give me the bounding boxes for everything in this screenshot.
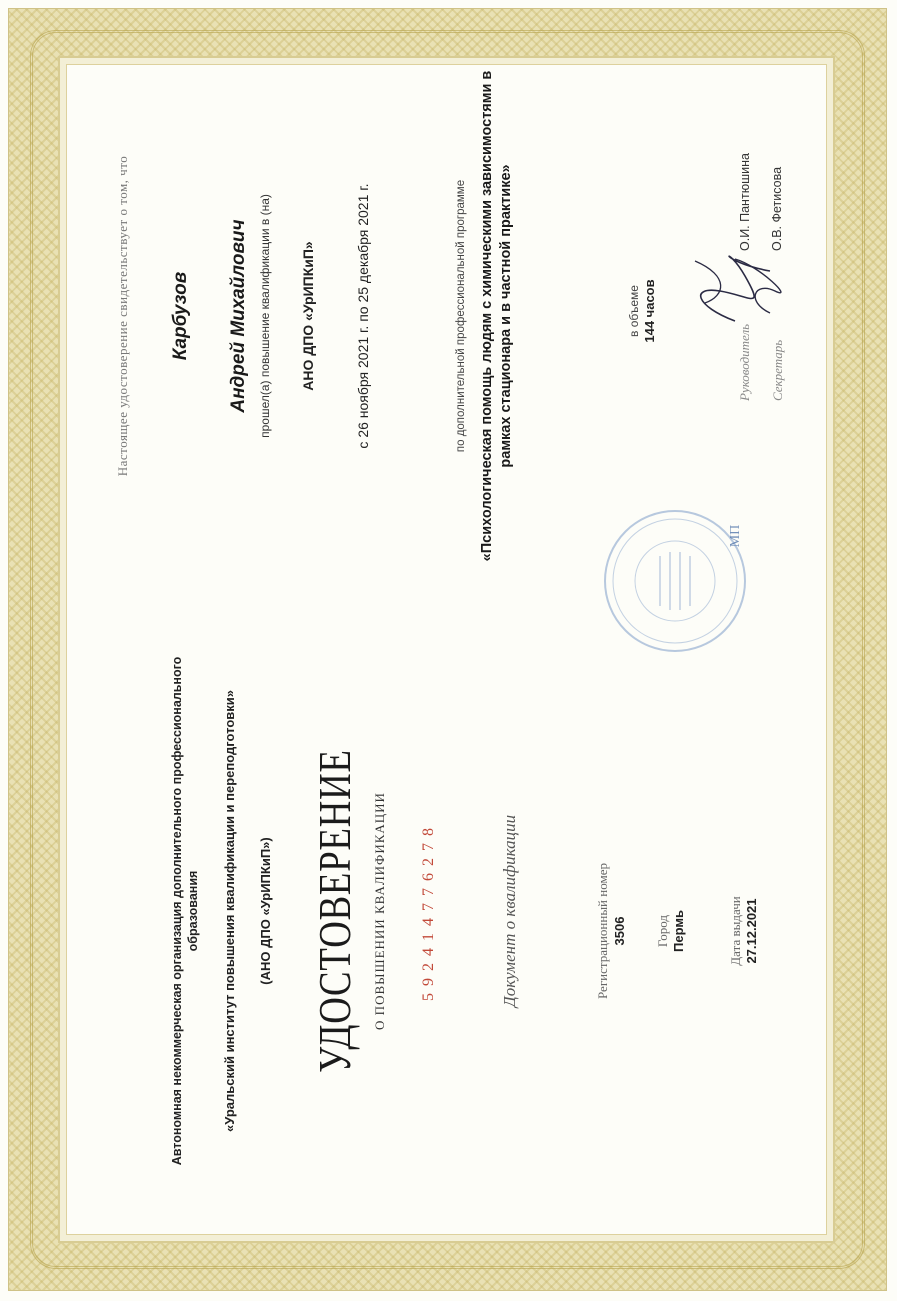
document-subtitle: О ПОВЫШЕНИИ КВАЛИФИКАЦИИ <box>372 792 387 1030</box>
registration-label: Регистрационный номер <box>595 863 610 999</box>
city-value: Пермь <box>671 910 686 952</box>
head-role-label: Руководитель <box>737 323 752 401</box>
serial-number: 592414776278 <box>420 821 437 1001</box>
handwritten-signatures <box>675 251 785 331</box>
issue-date: 27.12.2021 <box>744 898 759 964</box>
volume-label: в объеме <box>627 285 641 337</box>
seal-mark: МП <box>728 524 743 548</box>
passed-text: прошел(а) повышение квалификации в (на) <box>258 194 272 438</box>
intro-text: Настоящее удостоверение свидетельствует о том, что <box>115 155 130 477</box>
organization-short-name: АНО ДПО «УрИПКиП» <box>300 241 316 391</box>
secretary-name: О.В. Фетисова <box>770 166 784 251</box>
holder-surname: Карбузов <box>170 271 191 361</box>
issue-date-label: Дата выдачи <box>728 896 743 966</box>
program-title: «Психологическая помощь людям с химическими зависимостями в рамках стационара и в частной практике» <box>479 70 515 562</box>
head-name: О.И. Пантюшина <box>738 153 752 251</box>
registration-number: 3506 <box>612 916 627 946</box>
training-period: с 26 ноября 2021 г. по 25 декабря 2021 г. <box>355 183 371 449</box>
city-label: Город <box>655 914 670 948</box>
document-title: УДОСТОВЕРЕНИЕ <box>309 749 360 1073</box>
document-type: Документ о квалификации <box>500 814 519 1008</box>
issuer-institute-name: «Уральский институт повышения квалификации и переподготовки» <box>222 690 237 1132</box>
secretary-role-label: Секретарь <box>770 339 785 401</box>
holder-given-names: Андрей Михайлович <box>228 219 249 413</box>
program-label: по дополнительной профессиональной программе <box>455 179 467 453</box>
issuer-full-name: Автономная некоммерческая организация дополнительного профессионального образования <box>170 656 200 1166</box>
issuer-abbreviation: (АНО ДПО «УрИПКиП») <box>258 837 273 985</box>
volume-hours: 144 часов <box>642 279 657 343</box>
